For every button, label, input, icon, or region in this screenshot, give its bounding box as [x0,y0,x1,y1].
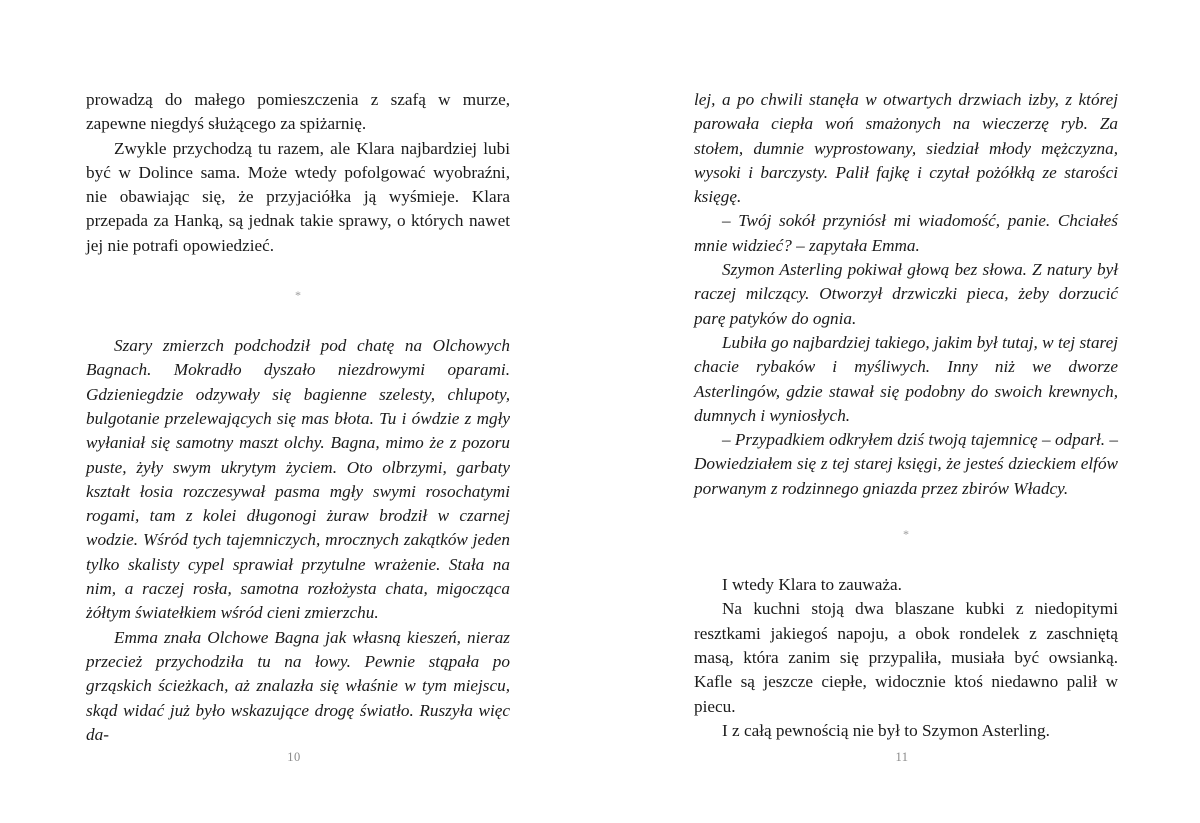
paragraph: – Twój sokół przyniósł mi wiadomość, panie. Chciałeś mnie widzieć? – zapytała Emma. [694,211,1118,255]
paragraph: Emma znała Olchowe Bagna jak własną kieszeń, nieraz przecież przychodziła tu na łowy. Pewnie stąpała po grząskich ścieżkach, aż znalazła się właśnie w tym miejscu, skąd widać już było wskazujące drogę światło. Ruszyła więc da- [86,627,510,744]
paragraph: I z całą pewnością nie był to Szymon Asterling. [722,720,1050,740]
paragraph: lej, a po chwili stanęła w otwartych drzwiach izby, z której parowała ciepła woń smażonych na wieczerzę ryb. Za stołem, dumnie wyprostowany, siedział młody mężczyzna, wysoki i barczysty. Palił fajkę i czytał pożółkłą ze starości księgę. [694,90,1118,207]
paragraph: – Przypadkiem odkryłem dziś twoją tajemnicę – odparł. – Dowiedziałem się z tej starej księgi, że jesteś dzieckiem elfów porwanym z rodzinnego gniazda przez zbirów Władcy. [694,430,1118,498]
right-page-text [694,88,1118,743]
right-page [608,0,1200,823]
section-separator-asterisk: * [903,527,909,542]
section-separator-asterisk: * [295,288,301,303]
paragraph: Szary zmierzch podchodził pod chatę na Olchowych Bagnach. Mokradło dyszało niezdrowymi oparami. Gdzieniegdzie odzywały się bagienne szelesty, chlupoty, bulgotanie przelewających się mas błota. Tu i ówdzie z mgły wyłaniał się samotny maszt olchy. Bagna, mimo że z pozoru puste, żyły swym ukrytym życiem. Oto olbrzymi, garbaty kształt łosia rozczesywał pasma mgły swymi rosochatymi rogami, tam z kolei długonogi żuraw brodził w czarnej wodzie. Wśród tych tajemniczych, mrocznych zakątków jeden tylko skalisty cypel sprawiał przytulne wrażenie. Stała na nim, a raczej rosła, samotna rozłożysta chata, migocząca żółtym światełkiem wśród cieni zmierzchu. [86,336,510,623]
page-number: 11 [895,750,909,764]
paragraph: I wtedy Klara to zauważa. [722,575,902,595]
left-page-text [86,88,510,747]
paragraph: Lubiła go najbardziej takiego, jakim był tutaj, w tej starej chacie rybaków i myśliwych. Inny niż we dworze Asterlingów, gdzie stawał się podobny do swoich krewnych, dumnych i wyniosłych. [694,332,1118,425]
paragraph: Na kuchni stoją dwa blaszane kubki z niedopitymi resztkami jakiegoś napoju, a obok rondelek z zaschniętą masą, która zanim się przypaliła, musiała być owsianką. Kafle są jeszcze ciepłe, widocznie ktoś niedawno palił w piecu. [694,599,1118,716]
paragraph: Zwykle przychodzą tu razem, ale Klara najbardziej lubi być w Dolince sama. Może wtedy pofolgować wyobraźni, nie obawiając się, że przyjaciółka ją wyśmieje. Klara przepada za Hanką, są jednak takie sprawy, o których nawet jej nie potrafi opowiedzieć. [86,138,510,255]
paragraph: prowadzą do małego pomieszczenia z szafą w murze, zapewne niegdyś służącego za spiżarnię. [86,90,510,134]
page-number: 10 [287,750,301,764]
paragraph: Szymon Asterling pokiwał głową bez słowa. Z natury był raczej milczący. Otworzył drzwiczki pieca, żeby dorzucić parę patyków do ognia. [694,260,1118,328]
